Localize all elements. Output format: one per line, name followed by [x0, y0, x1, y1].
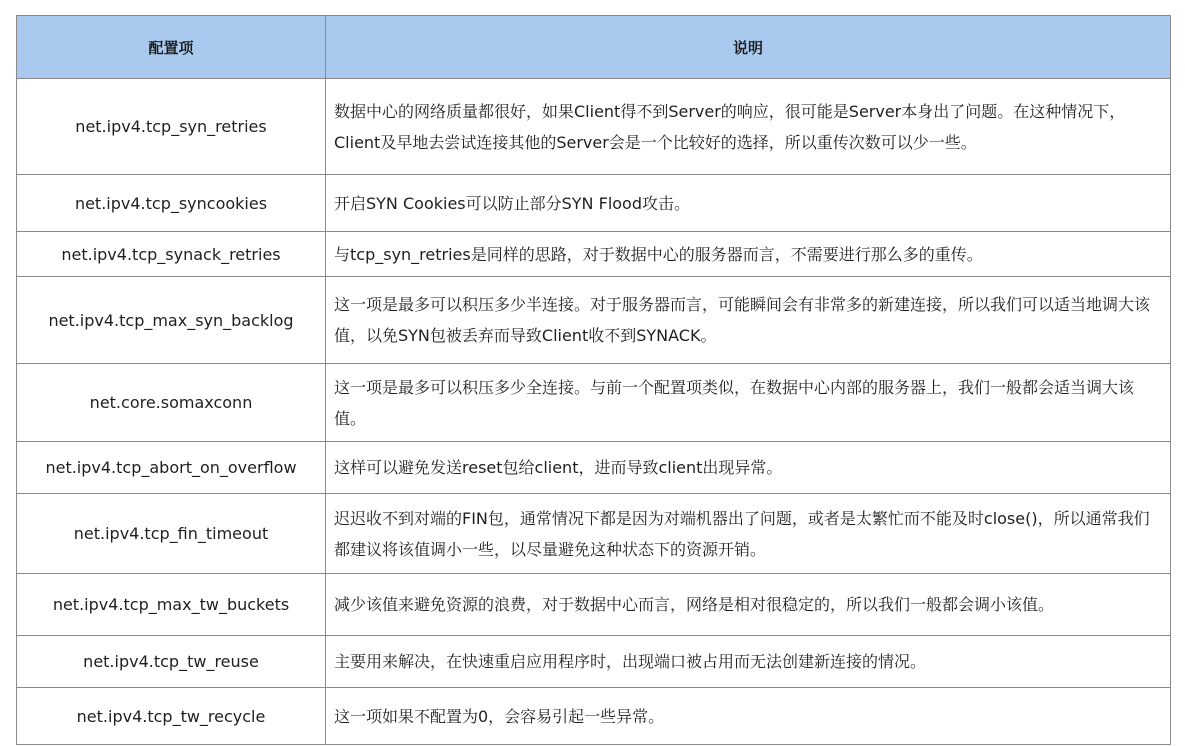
config-description: 开启SYN Cookies可以防止部分SYN Flood攻击。: [326, 175, 1171, 232]
header-config-item: 配置项: [17, 16, 326, 79]
table-row: [17, 79, 1171, 175]
config-description: 数据中心的网络质量都很好，如果Client得不到Server的响应，很可能是Server本身出了问题。在这种情况下，Client及早地去尝试连接其他的Server会是一个比较好的选择，所以重传次数可以少一些。: [326, 79, 1171, 175]
table-row: [17, 574, 1171, 636]
table-row: [17, 277, 1171, 364]
config-description: 主要用来解决，在快速重启应用程序时，出现端口被占用而无法创建新连接的情况。: [326, 636, 1171, 688]
table-row: [17, 442, 1171, 494]
config-name: net.ipv4.tcp_max_syn_backlog: [17, 277, 326, 364]
config-name: net.core.somaxconn: [17, 364, 326, 442]
config-name: net.ipv4.tcp_syncookies: [17, 175, 326, 232]
header-description: 说明: [326, 16, 1171, 79]
table-row: [17, 232, 1171, 277]
table-header-row: [17, 16, 1171, 79]
config-description: 这一项如果不配置为0，会容易引起一些异常。: [326, 688, 1171, 745]
config-name: net.ipv4.tcp_tw_recycle: [17, 688, 326, 745]
config-table: [16, 15, 1171, 745]
config-name: net.ipv4.tcp_syn_retries: [17, 79, 326, 175]
config-description: 减少该值来避免资源的浪费，对于数据中心而言，网络是相对很稳定的，所以我们一般都会调小该值。: [326, 574, 1171, 636]
table-row: [17, 364, 1171, 442]
config-name: net.ipv4.tcp_max_tw_buckets: [17, 574, 326, 636]
table-row: [17, 494, 1171, 574]
config-name: net.ipv4.tcp_fin_timeout: [17, 494, 326, 574]
table-row: [17, 636, 1171, 688]
config-name: net.ipv4.tcp_synack_retries: [17, 232, 326, 277]
config-description: 与tcp_syn_retries是同样的思路，对于数据中心的服务器而言，不需要进行那么多的重传。: [326, 232, 1171, 277]
config-name: net.ipv4.tcp_abort_on_overflow: [17, 442, 326, 494]
config-description: 这一项是最多可以积压多少全连接。与前一个配置项类似，在数据中心内部的服务器上，我们一般都会适当调大该值。: [326, 364, 1171, 442]
table-row: [17, 175, 1171, 232]
config-description: 这样可以避免发送reset包给client，进而导致client出现异常。: [326, 442, 1171, 494]
table-row: [17, 688, 1171, 745]
config-name: net.ipv4.tcp_tw_reuse: [17, 636, 326, 688]
config-description: 迟迟收不到对端的FIN包，通常情况下都是因为对端机器出了问题，或者是太繁忙而不能及时close()，所以通常我们都建议将该值调小一些，以尽量避免这种状态下的资源开销。: [326, 494, 1171, 574]
config-description: 这一项是最多可以积压多少半连接。对于服务器而言，可能瞬间会有非常多的新建连接，所以我们可以适当地调大该值，以免SYN包被丢弃而导致Client收不到SYNACK。: [326, 277, 1171, 364]
